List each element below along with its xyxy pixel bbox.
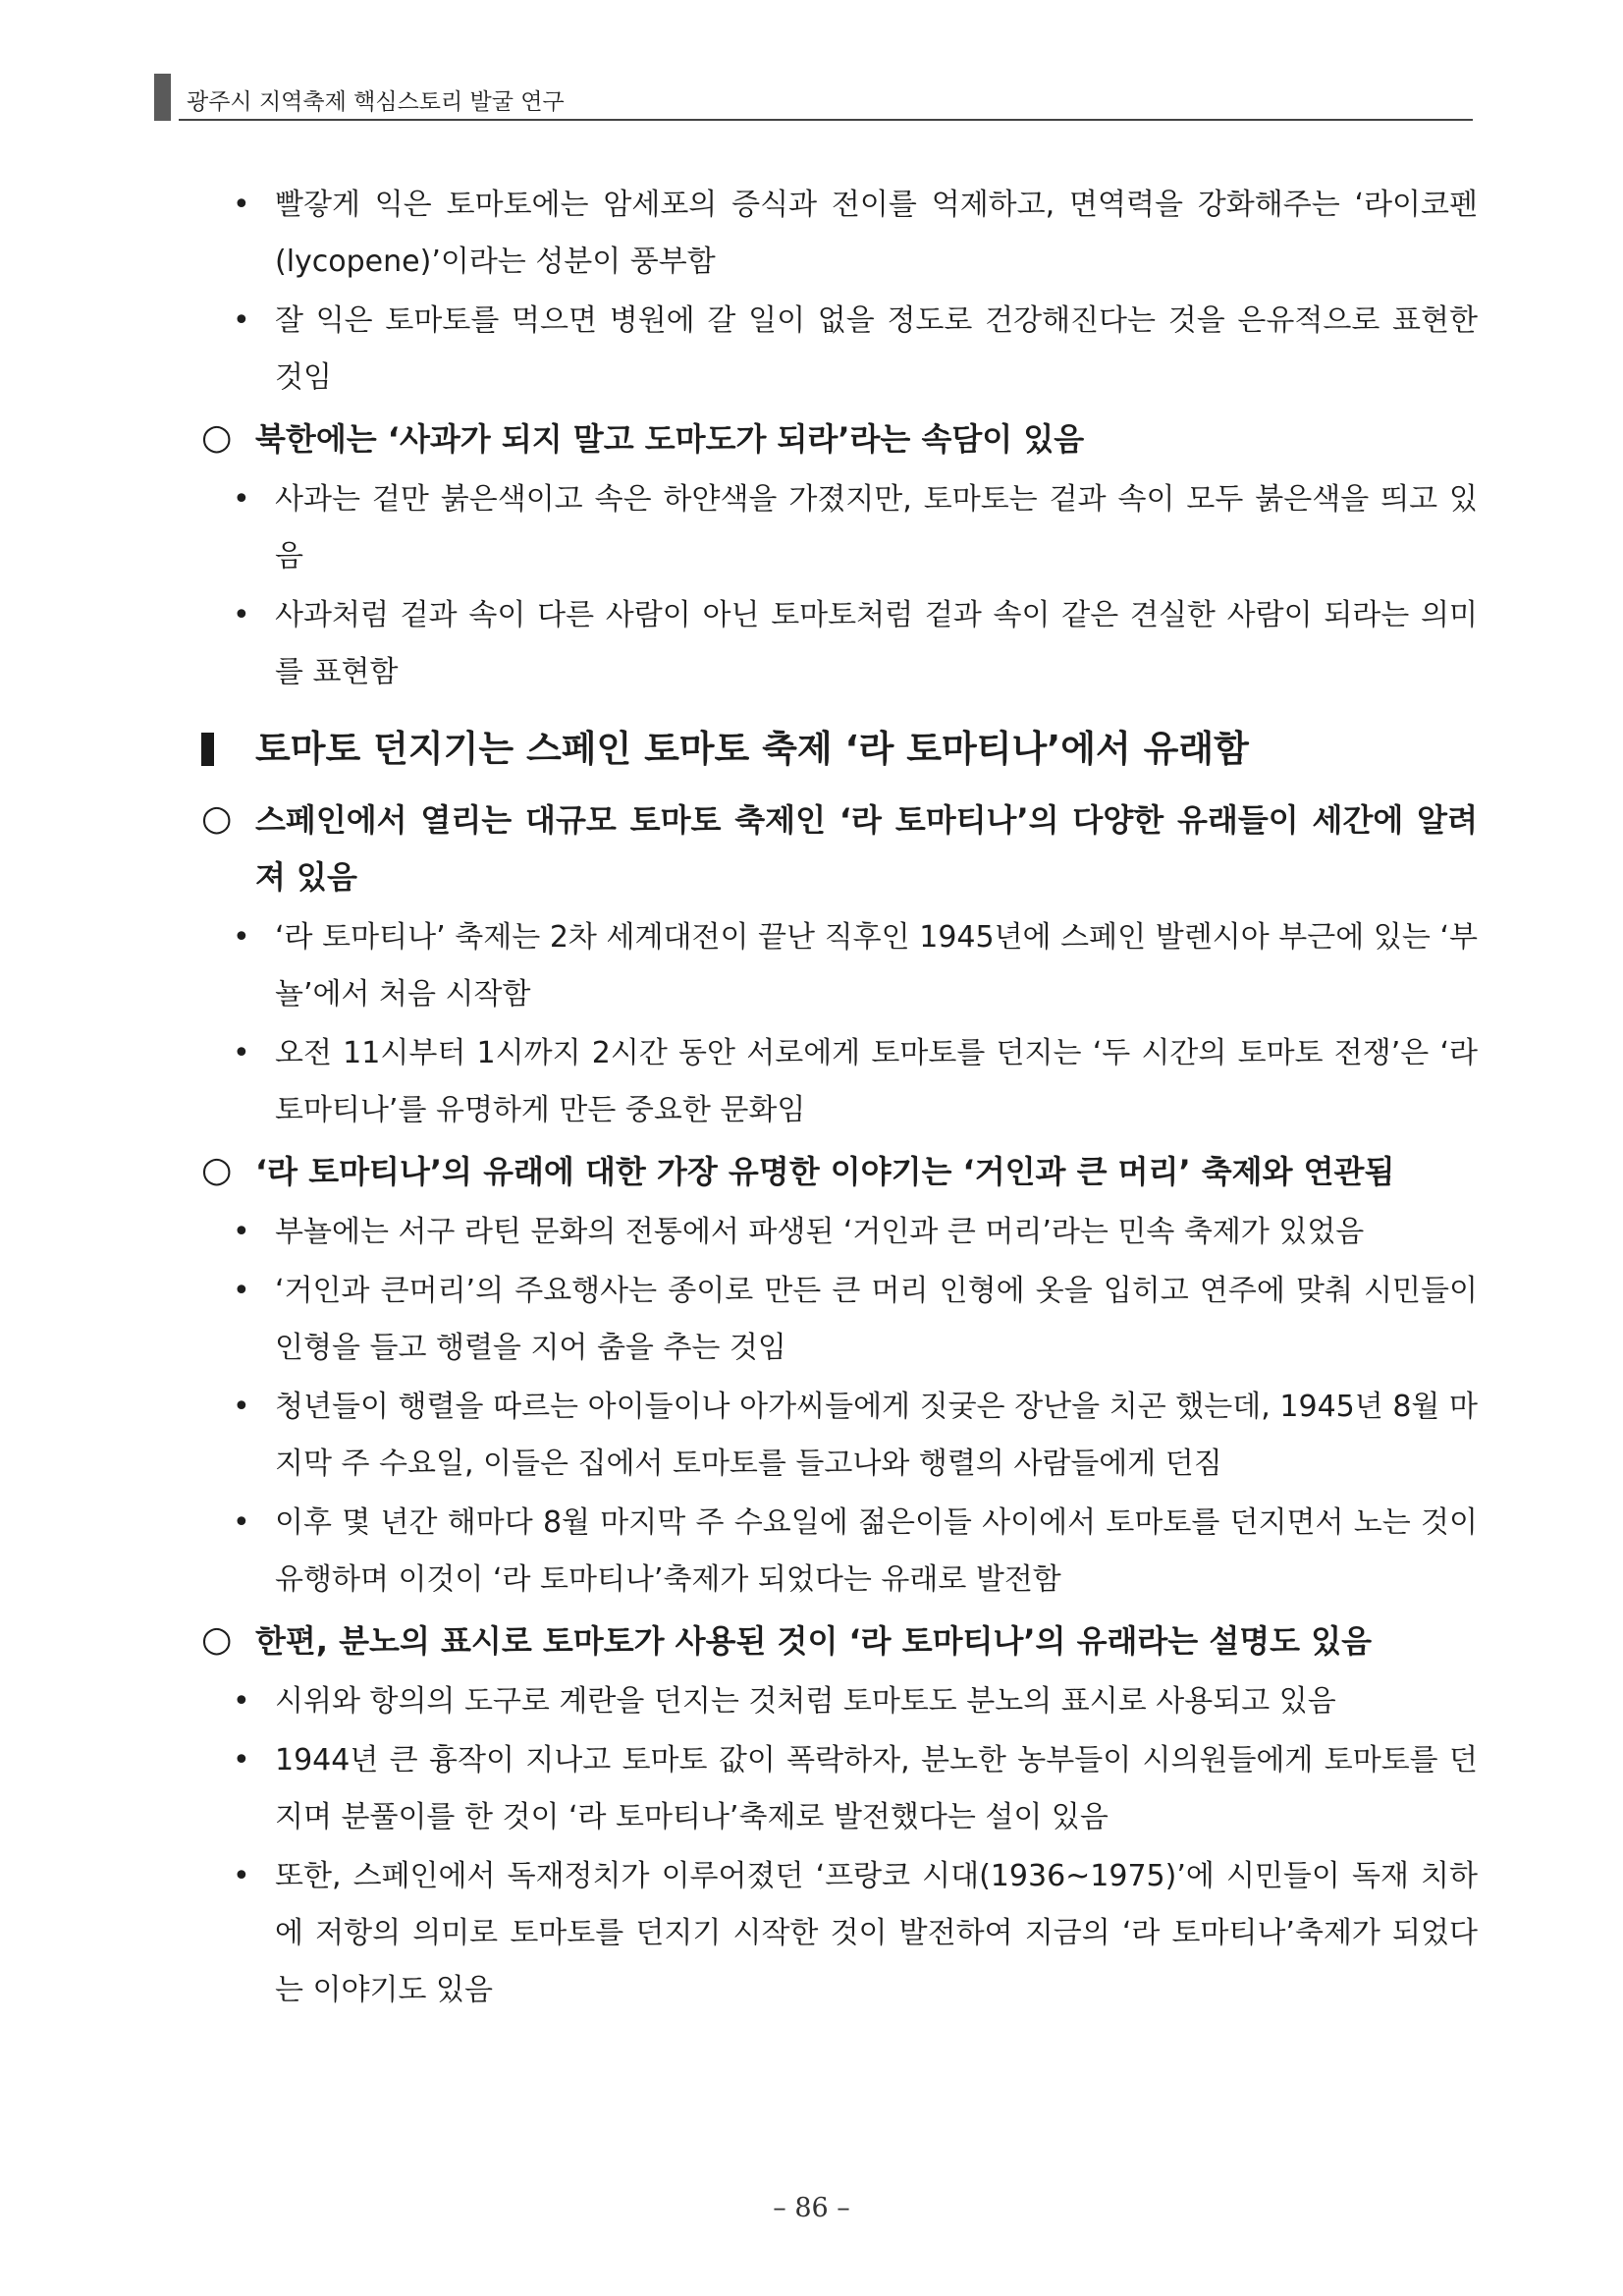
header-accent-bar: [154, 74, 171, 121]
bullet-text: ‘라 토마티나’ 축제는 2차 세계대전이 끝난 직후인 1945년에 스페인 발렌시아 부근에 있는 ‘부뇰’에서 처음 시작함: [275, 920, 1478, 1011]
bullet-text: 사과처럼 겉과 속이 다른 사람이 아닌 토마토처럼 겉과 속이 같은 견실한 사람이 되라는 의미를 표현함: [275, 598, 1478, 689]
bullet-marker: •: [233, 1743, 250, 1777]
circle-text: 스페인에서 열리는 대규모 토마토 축제인 ‘라 토마티나’의 다양한 유래들이 세간에 알려져 있음: [255, 801, 1478, 896]
bullet-text: ‘거인과 큰머리’의 주요행사는 종이로 만든 큰 머리 인형에 옷을 입히고 연주에 맞춰 시민들이 인형을 들고 행렬을 지어 춤을 추는 것임: [275, 1274, 1478, 1365]
bullet-marker: •: [233, 1036, 250, 1070]
bullet-item: [201, 587, 1478, 701]
bullet-marker: •: [233, 1684, 250, 1719]
circle-marker: ○: [201, 1619, 233, 1660]
circle-marker: ○: [201, 1150, 233, 1190]
bullet-item: [201, 909, 1478, 1023]
square-marker: [201, 733, 214, 766]
bullet-item: [201, 177, 1478, 291]
bullet-text: 잘 익은 토마토를 먹으면 병원에 갈 일이 없을 정도로 건강해진다는 것을 은유적으로 표현한 것임: [275, 303, 1478, 395]
bullet-marker: •: [233, 482, 250, 517]
section-heading: [201, 715, 1478, 784]
bullet-item: [201, 1263, 1478, 1377]
bullet-item: [201, 1204, 1478, 1261]
page-header: [154, 74, 1473, 121]
bullet-text: 1944년 큰 흉작이 지나고 토마토 값이 폭락하자, 분노한 농부들이 시의원들에게 토마토를 던지며 분풀이를 한 것이 ‘라 토마티나’축제로 발전했다는 설이 있음: [275, 1743, 1478, 1834]
circle-item: [201, 792, 1478, 905]
header-title: 광주시 지역축제 핵심스토리 발굴 연구: [187, 89, 565, 115]
bullet-text: 사과는 겉만 붉은색이고 속은 하얀색을 가졌지만, 토마토는 겉과 속이 모두 붉은색을 띄고 있음: [275, 482, 1478, 574]
circle-item: [201, 410, 1478, 467]
bullet-text: 빨갛게 익은 토마토에는 암세포의 증식과 전이를 억제하고, 면역력을 강화해주는 ‘라이코펜(lycopene)’이라는 성분이 풍부함: [275, 188, 1478, 279]
circle-item: [201, 1143, 1478, 1200]
page-number: – 86 –: [773, 2193, 850, 2223]
bullet-marker: •: [233, 1215, 250, 1249]
circle-item: [201, 1613, 1478, 1669]
circle-marker: ○: [201, 417, 233, 458]
bullet-text: 시위와 항의의 도구로 계란을 던지는 것처럼 토마토도 분노의 표시로 사용되고 있음: [275, 1684, 1336, 1719]
document-body: [201, 177, 1478, 2021]
bullet-marker: •: [233, 188, 250, 222]
bullet-marker: •: [233, 920, 250, 955]
bullet-text: 청년들이 행렬을 따르는 아이들이나 아가씨들에게 짓궂은 장난을 치곤 했는데, 1945년 8월 마지막 주 수요일, 이들은 집에서 토마토를 들고나와 행렬의 사람들에게 던짐: [275, 1390, 1478, 1481]
bullet-item: [201, 293, 1478, 407]
bullet-text: 오전 11시부터 1시까지 2시간 동안 서로에게 토마토를 던지는 ‘두 시간의 토마토 전쟁’은 ‘라 토마티나’를 유명하게 만든 중요한 문화임: [275, 1036, 1478, 1127]
bullet-marker: •: [233, 1505, 250, 1540]
circle-text: ‘라 토마티나’의 유래에 대한 가장 유명한 이야기는 ‘거인과 큰 머리’ 축제와 연관됨: [255, 1153, 1395, 1190]
circle-text: 북한에는 ‘사과가 되지 말고 도마도가 되라’라는 속담이 있음: [255, 420, 1085, 458]
bullet-item: [201, 471, 1478, 585]
circle-text: 한편, 분노의 표시로 토마토가 사용된 것이 ‘라 토마티나’의 유래라는 설명도 있음: [255, 1622, 1373, 1660]
bullet-item: [201, 1848, 1478, 2019]
bullet-marker: •: [233, 1859, 250, 1893]
header-rule: [179, 119, 1473, 121]
bullet-marker: •: [233, 598, 250, 632]
bullet-marker: •: [233, 1390, 250, 1424]
bullet-item: [201, 1673, 1478, 1730]
circle-marker: ○: [201, 798, 233, 839]
bullet-marker: •: [233, 1274, 250, 1308]
bullet-item: [201, 1025, 1478, 1139]
bullet-item: [201, 1379, 1478, 1493]
section-heading-text: 토마토 던지기는 스페인 토마토 축제 ‘라 토마티나’에서 유래함: [255, 728, 1249, 770]
bullet-text: 이후 몇 년간 해마다 8월 마지막 주 수요일에 젊은이들 사이에서 토마토를 던지면서 노는 것이 유행하며 이것이 ‘라 토마티나’축제가 되었다는 유래로 발전함: [275, 1505, 1478, 1597]
bullet-item: [201, 1732, 1478, 1846]
bullet-item: [201, 1495, 1478, 1609]
bullet-marker: •: [233, 303, 250, 338]
bullet-text: 부뇰에는 서구 라틴 문화의 전통에서 파생된 ‘거인과 큰 머리’라는 민속 축제가 있었음: [275, 1215, 1365, 1249]
bullet-text: 또한, 스페인에서 독재정치가 이루어졌던 ‘프랑코 시대(1936~1975)’에 시민들이 독재 치하에 저항의 의미로 토마토를 던지기 시작한 것이 발전하여 지금의 ‘라 토마티나’축제가 되었다는 이야기도 있음: [275, 1859, 1478, 2007]
